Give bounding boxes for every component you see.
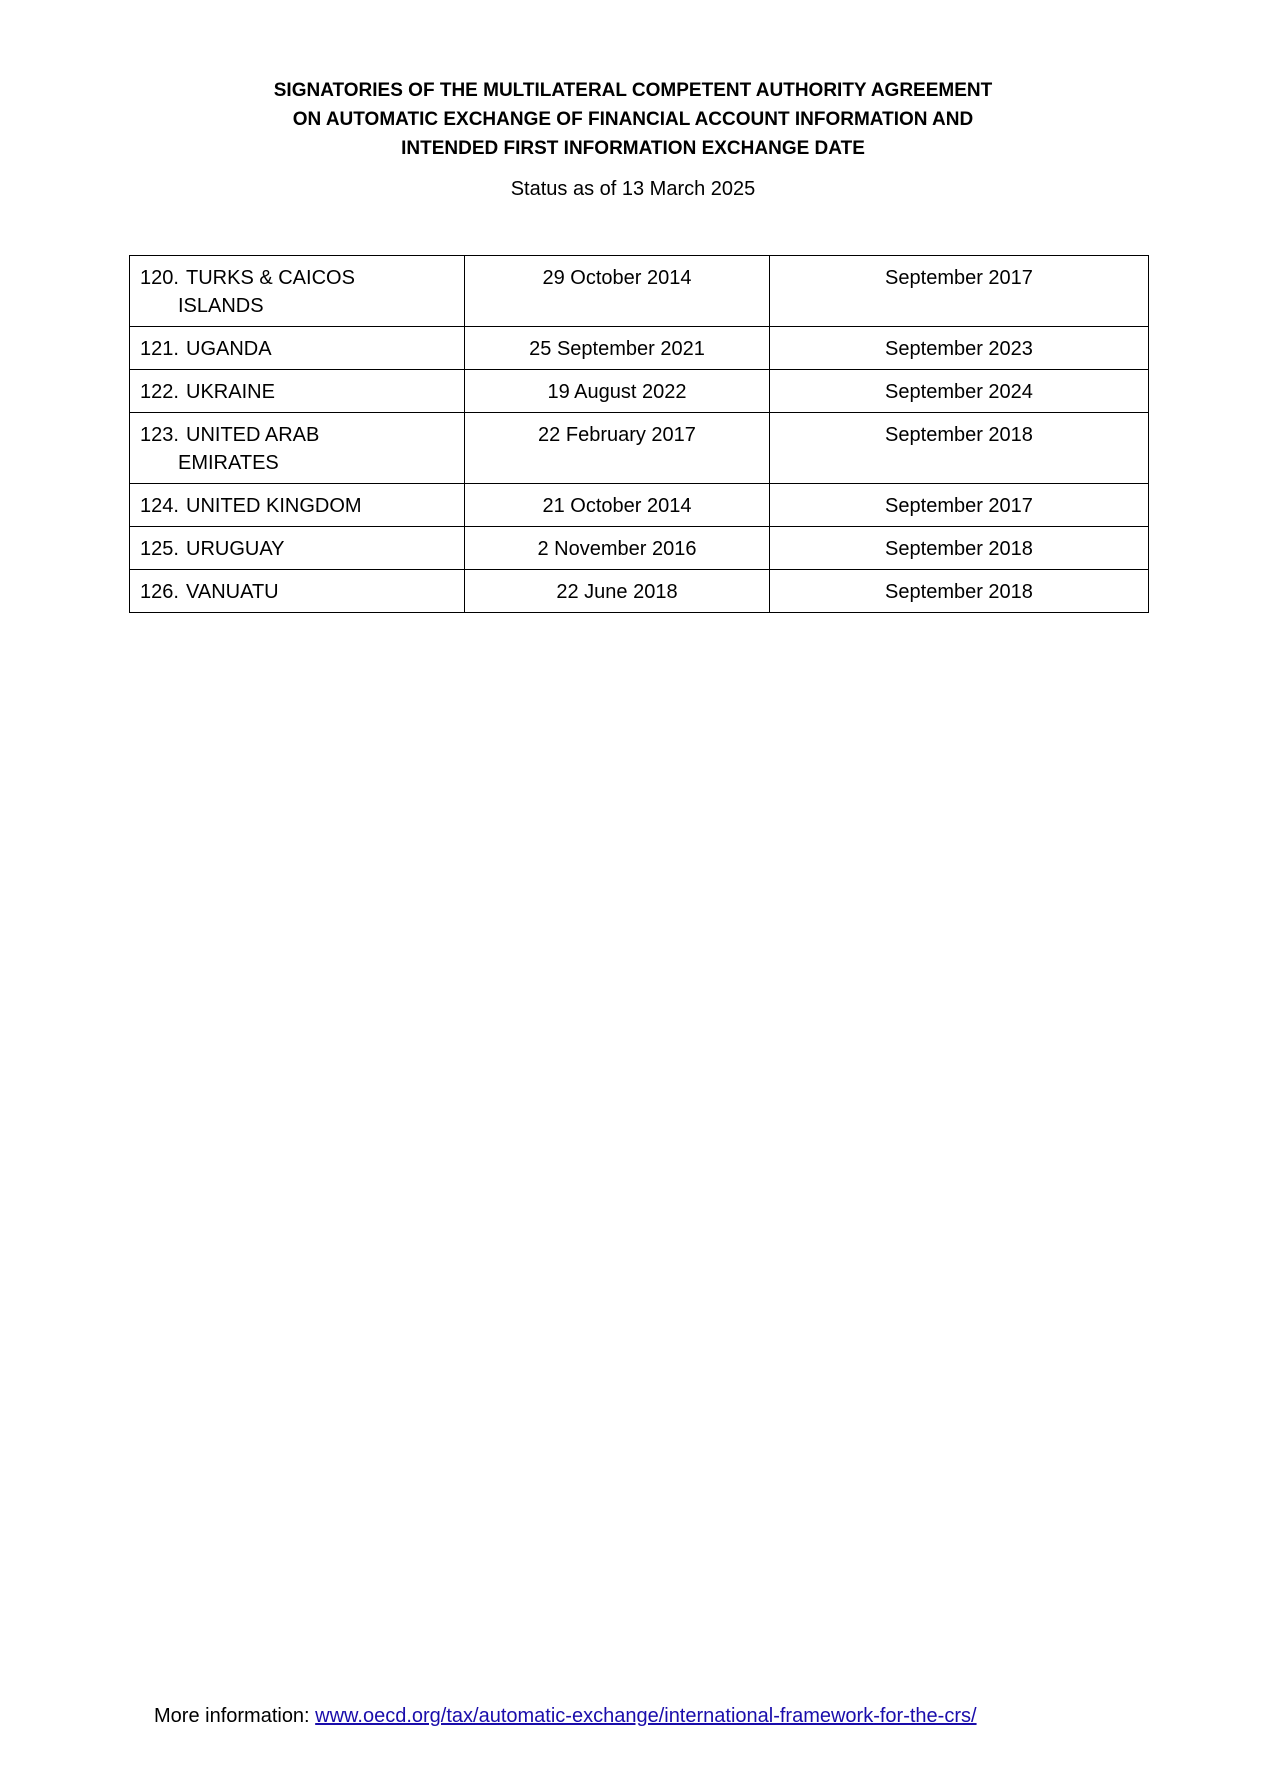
footer-more-information [154,1703,977,1729]
jurisdiction-name-line-1: TURKS & CAICOS [186,267,355,289]
row-number: 124. [140,495,179,517]
table-row [130,413,1149,484]
footer-label: More information: [154,1705,316,1727]
title-line-2: ON AUTOMATIC EXCHANGE OF FINANCIAL ACCOUNT INFORMATION AND [292,109,974,130]
jurisdiction-name [186,492,454,520]
jurisdiction-name [186,378,454,406]
jurisdiction-cell [130,484,465,527]
signature-date-cell: 25 September 2021 [465,327,770,370]
first-exchange-date-cell: September 2018 [770,570,1149,613]
table-row [130,570,1149,613]
row-number: 122. [140,381,179,403]
first-exchange-date-cell: September 2018 [770,527,1149,570]
table-row [130,370,1149,413]
title-line-1: SIGNATORIES OF THE MULTILATERAL COMPETENT AUTHORITY AGREEMENT [273,80,993,101]
jurisdiction-name-line-1: VANUATU [186,581,279,603]
footer-link[interactable]: www.oecd.org/tax/automatic-exchange/international-framework-for-the-crs/ [315,1705,977,1727]
row-number: 121. [140,338,179,360]
signature-date-cell: 29 October 2014 [465,256,770,327]
row-number: 123. [140,424,179,446]
jurisdiction-cell [130,527,465,570]
row-number: 126. [140,581,179,603]
jurisdiction-name-line-1: UGANDA [186,338,272,360]
signatories-table [129,255,1149,613]
jurisdiction-name [186,535,454,563]
jurisdiction-cell [130,327,465,370]
jurisdiction-cell [130,570,465,613]
first-exchange-date-cell: September 2023 [770,327,1149,370]
jurisdiction-name-line-1: UNITED ARAB [186,424,320,446]
jurisdiction-name [186,335,454,363]
jurisdiction-name-line-2: ISLANDS [178,295,264,317]
row-number: 125. [140,538,179,560]
jurisdiction-name-line-1: UKRAINE [186,381,275,403]
jurisdiction-name [178,264,454,320]
jurisdiction-name [178,421,454,477]
signature-date-cell: 2 November 2016 [465,527,770,570]
first-exchange-date-cell: September 2024 [770,370,1149,413]
title-line-3: INTENDED FIRST INFORMATION EXCHANGE DATE [401,138,865,159]
first-exchange-date-cell: September 2018 [770,413,1149,484]
table-row [130,527,1149,570]
status-date: Status as of 13 March 2025 [510,178,756,200]
table-row [130,327,1149,370]
jurisdiction-name-line-2: EMIRATES [178,452,279,474]
table-row [130,484,1149,527]
signature-date-cell: 21 October 2014 [465,484,770,527]
jurisdiction-name-line-1: URUGUAY [186,538,285,560]
document-title [0,76,1266,163]
signature-date-cell: 22 February 2017 [465,413,770,484]
jurisdiction-cell [130,256,465,327]
table-row [130,256,1149,327]
jurisdiction-name [186,578,454,606]
jurisdiction-name-line-1: UNITED KINGDOM [186,495,362,517]
jurisdiction-cell [130,370,465,413]
signature-date-cell: 22 June 2018 [465,570,770,613]
first-exchange-date-cell: September 2017 [770,484,1149,527]
signature-date-cell: 19 August 2022 [465,370,770,413]
jurisdiction-cell [130,413,465,484]
row-number: 120. [140,267,179,289]
first-exchange-date-cell: September 2017 [770,256,1149,327]
